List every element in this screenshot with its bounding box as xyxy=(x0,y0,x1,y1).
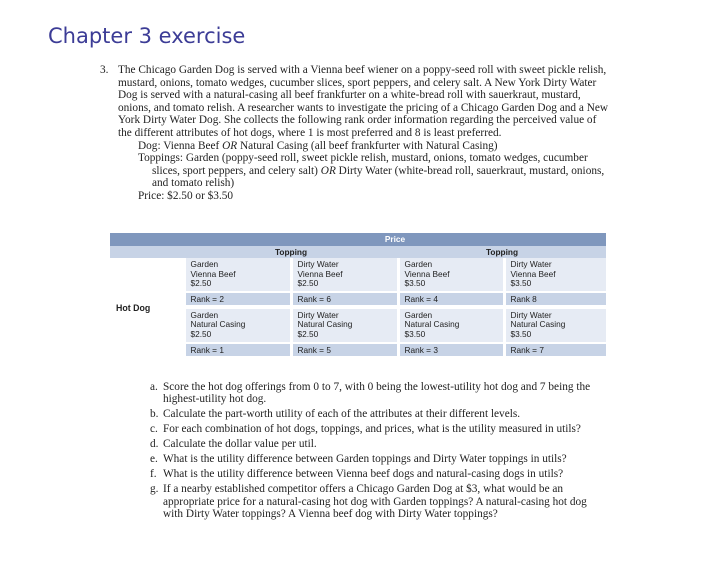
topping-header-left: Topping xyxy=(184,246,398,258)
subquestion-d xyxy=(150,438,605,450)
dog-attribute-text-b: Natural Casing (all beef frankfurter with Natural Casing) xyxy=(237,139,498,152)
page-title: Chapter 3 exercise xyxy=(48,24,246,48)
question-number: 3. xyxy=(100,64,109,76)
toppings-attribute xyxy=(138,152,610,190)
dog-attribute xyxy=(138,140,610,153)
table-cell: Garden Natural Casing $3.50 xyxy=(398,307,504,343)
subquestion-text: Calculate the part-worth utility of each of the attributes at their different levels. xyxy=(163,408,521,421)
price-header: Price xyxy=(184,233,606,246)
subquestion-list xyxy=(150,381,605,523)
rank-cell: Rank = 2 xyxy=(184,292,291,307)
subquestion-letter: b. xyxy=(150,408,159,421)
subquestion-letter: f. xyxy=(150,468,157,481)
toppings-attribute-or: OR xyxy=(320,164,336,177)
table-cell: Garden Natural Casing $2.50 xyxy=(184,307,291,343)
rank-cell: Rank = 1 xyxy=(184,343,291,358)
subquestion-text: Calculate the dollar value per util. xyxy=(163,438,317,451)
toppings-attribute-text-b: Dirty Water (white-bread roll, sauerkraut, mustard, onions, and tomato relish) xyxy=(152,164,605,190)
subquestion-text: If a nearby established competitor offers a Chicago Garden Dog at $3, what would be an appropriate price for a natural-casing hot dog with Garden toppings? A natural-casing hot dog with Dirty Water toppings? A Vienna beef dog with Dirty Water toppings? xyxy=(163,483,587,521)
rank-cell: Rank 8 xyxy=(504,292,606,307)
toppings-attribute-text-a: Toppings: Garden (poppy-seed roll, sweet pickle relish, mustard, onions, tomato wedges, cucumber slices, sport peppers, and celery salt) xyxy=(138,152,588,177)
rank-table xyxy=(110,233,606,360)
table-cell: Dirty Water Vienna Beef $3.50 xyxy=(504,258,606,292)
subquestion-letter: d. xyxy=(150,438,159,451)
subquestion-text: What is the utility difference between Garden toppings and Dirty Water toppings in utils? xyxy=(163,453,567,466)
subquestion-b xyxy=(150,408,605,420)
dog-attribute-or: OR xyxy=(222,139,238,152)
subquestion-letter: e. xyxy=(150,453,158,466)
table-cell: Dirty Water Natural Casing $3.50 xyxy=(504,307,606,343)
subquestion-text: Score the hot dog offerings from 0 to 7, with 0 being the lowest-utility hot dog and 7 being the highest-utility hot dog. xyxy=(163,381,591,406)
rank-cell: Rank = 3 xyxy=(398,343,504,358)
attribute-list xyxy=(138,140,610,203)
rank-cell: Rank = 6 xyxy=(291,292,398,307)
subquestion-a xyxy=(150,381,605,406)
subquestion-c xyxy=(150,423,605,435)
question-3 xyxy=(100,64,610,140)
subquestion-letter: g. xyxy=(150,483,159,496)
subquestion-f xyxy=(150,468,605,480)
subquestion-text: What is the utility difference between Vienna beef dogs and natural-casing dogs in utils? xyxy=(163,468,564,481)
rank-cell: Rank = 7 xyxy=(504,343,606,358)
table-cell: Dirty Water Natural Casing $2.50 xyxy=(291,307,398,343)
rank-cell: Rank = 5 xyxy=(291,343,398,358)
rank-cell: Rank = 4 xyxy=(398,292,504,307)
subquestion-letter: c. xyxy=(150,423,158,436)
subquestion-g xyxy=(150,483,605,520)
table-cell: Garden Vienna Beef $3.50 xyxy=(398,258,504,292)
price-attribute: Price: $2.50 or $3.50 xyxy=(138,189,234,202)
question-text: The Chicago Garden Dog is served with a Vienna beef wiener on a poppy-seed roll with sweet pickle relish, mustard, onions, tomato wedges, cucumber slices, sport peppers, and celery salt. A New York Dirty Water Dog is served with a natural-casing all beef frankfurter on a white-bread roll with sauerkraut, mustard, onions, and tomato relish. A researcher wants to investigate the pricing of a Chicago Garden Dog and a New York Dirty Water Dog. She collects the following rank order information regarding the perceived value of the different attributes of hot dogs, where 1 is most preferred and 8 is least preferred. xyxy=(118,64,609,139)
row-label-hot-dog: Hot Dog xyxy=(110,258,184,358)
question-block xyxy=(100,64,610,203)
topping-header-right: Topping xyxy=(398,246,606,258)
subquestion-letter: a. xyxy=(150,381,158,393)
table-cell: Dirty Water Vienna Beef $2.50 xyxy=(291,258,398,292)
subquestion-e xyxy=(150,453,605,465)
dog-attribute-text-a: Dog: Vienna Beef xyxy=(138,139,223,152)
subquestion-text: For each combination of hot dogs, toppings, and prices, what is the utility measured in utils? xyxy=(163,423,581,436)
table-cell: Garden Vienna Beef $2.50 xyxy=(184,258,291,292)
